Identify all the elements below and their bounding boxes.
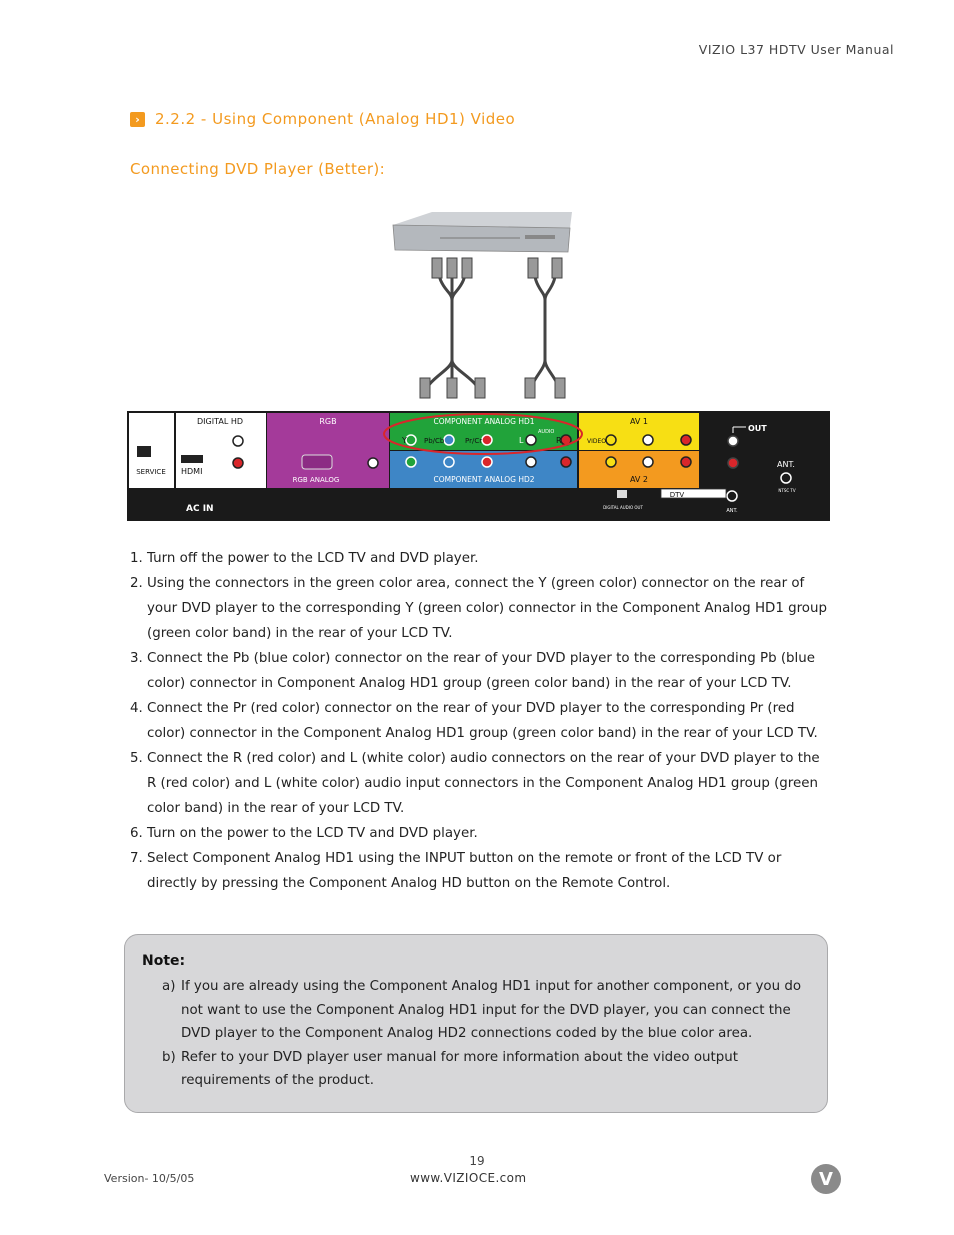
service-label: SERVICE — [136, 468, 166, 476]
list-item: 3. Connect the Pb (blue color) connector on the rear of your DVD player to the corresponding Pb (blue color) connector in Component Analog HD1 group (green color band) in the rear of your LCD TV. — [130, 651, 815, 691]
note-item: a) If you are already using the Component Analog HD1 input for another component, or you do not want to use the Component Analog HD1 input for the DVD player, you can connect the DVD player to the Component Analog HD2 connections coded by the blue color area. — [162, 979, 802, 1041]
ant-bottom-label: ANT. — [726, 508, 738, 514]
note-list — [162, 975, 814, 1093]
dtv-label: DTV — [669, 491, 685, 499]
steps-list — [130, 546, 830, 896]
note-item: b) Refer to your DVD player user manual for more information about the video output requirements of the product. — [162, 1049, 739, 1088]
tv-rear-panel — [127, 411, 830, 521]
page-number: 19 — [469, 1154, 485, 1168]
digital-audio-out-label: DIGITAL AUDIO OUT — [603, 505, 643, 510]
version-text: Version- 10/5/05 — [104, 1172, 195, 1185]
list-item: 6. Turn on the power to the LCD TV and DVD player. — [130, 826, 478, 841]
note-title: Note: — [142, 953, 186, 969]
video-label: VIDEO — [587, 438, 607, 445]
pb-label: Pb/Cb — [424, 437, 445, 445]
r-label: R — [556, 436, 562, 445]
audio-label: AUDIO — [538, 429, 555, 435]
ntsc-tv-label: NTSC TV — [778, 488, 796, 493]
av1-label: AV 1 — [629, 417, 649, 426]
l-label: L — [519, 436, 524, 445]
subsection-title: Connecting DVD Player (Better): — [130, 160, 386, 178]
list-item: 5. Connect the R (red color) and L (white color) audio connectors on the rear of your DVD player to the R (red color) and L (white color) audio input connectors in the Component Analog HD1 group (green color band) in the rear of your LCD TV. — [130, 751, 820, 816]
website-link[interactable]: www.VIZIOCE.com — [410, 1171, 527, 1185]
connection-diagram — [0, 0, 954, 540]
ac-in-label: AC IN — [186, 504, 214, 514]
component-cable — [420, 258, 485, 398]
vizio-logo: V — [811, 1164, 841, 1194]
list-item: 1. Turn off the power to the LCD TV and DVD player. — [130, 551, 479, 566]
y-label: Y — [402, 436, 407, 445]
pr-label: Pr/Cr — [465, 437, 483, 445]
dvd-player-illustration — [393, 212, 572, 252]
component-hd1-label: COMPONENT ANALOG HD1 — [433, 417, 535, 426]
list-item: 2. Using the connectors in the green color area, connect the Y (green color) connector on the rear of your DVD player to the corresponding Y (green color) connector in the Component Analog HD1 group (green color band) in the rear of your LCD TV. — [130, 576, 827, 641]
section-title: 2.2.2 - Using Component (Analog HD1) Video — [155, 110, 516, 128]
av2-label: AV 2 — [629, 475, 649, 484]
rgb-label: RGB — [319, 417, 337, 426]
digital-hd-label: DIGITAL HD — [197, 417, 243, 426]
audio-cable — [525, 258, 565, 398]
hdmi-label: HDMI — [181, 467, 203, 476]
chevron-right-icon: › — [130, 112, 145, 127]
list-item: 7. Select Component Analog HD1 using the INPUT button on the remote or front of the LCD TV or directly by pressing the Component Analog HD button on the Remote Control. — [130, 851, 782, 891]
list-item: 4. Connect the Pr (red color) connector on the rear of your DVD player to the corresponding Pr (red color) connector in the Component Analog HD1 group (green color band) in the rear of your LCD TV. — [130, 701, 818, 741]
out-label: OUT — [748, 424, 767, 433]
rgb-analog-label: RGB ANALOG — [292, 476, 340, 484]
header-title: VIZIO L37 HDTV User Manual — [698, 42, 894, 57]
component-hd2-label: COMPONENT ANALOG HD2 — [433, 475, 535, 484]
ant-label: ANT. — [777, 460, 795, 469]
